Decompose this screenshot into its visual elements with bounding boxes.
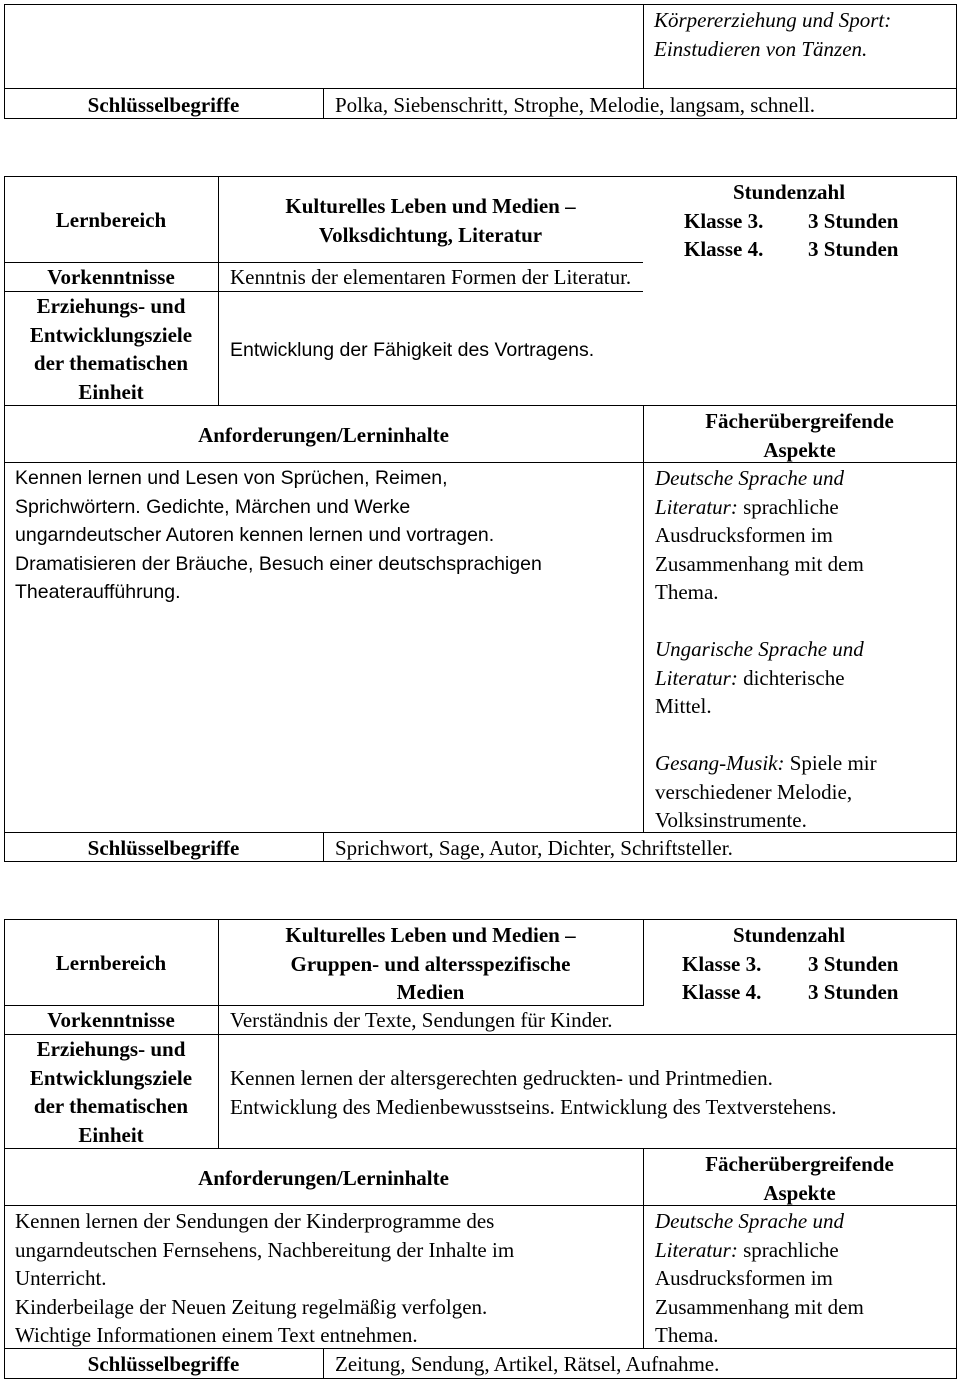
faecher-line: Zusammenhang mit dem: [655, 1294, 864, 1319]
faecher-line: Volksinstrumente.: [655, 808, 807, 832]
anforderungen-text: [15, 1207, 514, 1350]
faecher-label-line: Aspekte: [763, 437, 836, 462]
topic-line: Kulturelles Leben und Medien –: [285, 923, 576, 947]
ziele-label-line: Einheit: [78, 1122, 144, 1147]
anforderungen-line: Wichtige Informationen einem Text entnehmen.: [15, 1323, 418, 1347]
ziele-label: [4, 1035, 218, 1149]
keywords-value: Polka, Siebenschritt, Strophe, Melodie, langsam, schnell.: [335, 93, 816, 117]
anforderungen-line: ungarndeutscher Autoren kennen lernen und vortragen.: [15, 524, 495, 546]
vorkenntnisse-label: Vorkenntnisse: [47, 1008, 175, 1032]
ziele-label-line: der thematischen: [33, 1094, 189, 1118]
faecher-label-line: Fächerübergreifende: [705, 409, 894, 433]
anforderungen-label: Anforderungen/Lerninhalte: [198, 423, 449, 447]
ziele-label: [4, 292, 218, 406]
faecher-subject: Literatur:: [655, 1237, 738, 1262]
klasse3-label: Klasse 3.: [684, 208, 764, 233]
ziele-label-line: Einheit: [78, 379, 144, 404]
topic-line: Medien: [396, 980, 465, 1004]
faecher-line: Thema.: [655, 1323, 719, 1347]
ziele-label-line: Erziehungs- und: [36, 1037, 186, 1061]
faecher-label: [643, 1150, 956, 1207]
anforderungen-line: ungarndeutschen Fernsehens, Nachbereitung der Inhalte im: [15, 1237, 515, 1262]
faecher-line: Zusammenhang mit dem: [655, 551, 864, 576]
faecher-line: Ausdrucksformen im: [655, 523, 833, 547]
faecher-text: [655, 464, 877, 835]
faecher-line: Thema.: [655, 580, 719, 604]
vorkenntnisse-label: Vorkenntnisse: [47, 265, 175, 289]
stundenzahl-label: Stundenzahl: [733, 180, 846, 204]
faecher-line: sprachliche: [737, 494, 839, 519]
faecher-label: [643, 407, 956, 464]
ziele-label-line: Erziehungs- und: [36, 294, 186, 318]
keywords-label: Schlüsselbegriffe: [87, 1352, 240, 1376]
faecher-line: sprachliche: [737, 1237, 839, 1262]
anforderungen-line: Kinderbeilage der Neuen Zeitung regelmäßig verfolgen.: [15, 1294, 488, 1319]
klasse3-hours: 3 Stunden: [808, 208, 899, 233]
stundenzahl-block: [670, 178, 960, 264]
topic-line: Volksdichtung, Literatur: [318, 222, 543, 247]
faecher-subject: Ungarische Sprache und: [655, 637, 864, 661]
topic-line: Kulturelles Leben und Medien –: [285, 194, 576, 218]
keywords-value: Sprichwort, Sage, Autor, Dichter, Schriftsteller.: [335, 836, 733, 860]
faecher-line: Ausdrucksformen im: [655, 1266, 833, 1290]
ziele-value: Entwicklung der Fähigkeit des Vortragens.: [230, 339, 595, 361]
faecher-subject: Deutsche Sprache und: [655, 1209, 844, 1233]
anforderungen-label: Anforderungen/Lerninhalte: [198, 1166, 449, 1190]
lernbereich-label: Lernbereich: [55, 951, 167, 975]
faecher-label-line: Aspekte: [763, 1180, 836, 1205]
faecher-line: Spiele mir: [784, 751, 877, 775]
vorkenntnisse-value: Verständnis der Texte, Sendungen für Kinder.: [230, 1008, 613, 1032]
anforderungen-line: Unterricht.: [15, 1266, 107, 1290]
anforderungen-line: Theateraufführung.: [15, 581, 181, 603]
faecher-line: Mittel.: [655, 694, 712, 718]
faecher-subject: Gesang-Musik:: [655, 751, 785, 775]
topic-line: Gruppen- und altersspezifische: [290, 951, 571, 976]
anforderungen-line: Sprichwörtern. Gedichte, Märchen und Werke: [15, 495, 411, 518]
keywords-value: Zeitung, Sendung, Artikel, Rätsel, Aufnahme.: [335, 1352, 720, 1376]
faecher-subject: Literatur:: [655, 494, 738, 519]
ziele-value: [230, 1064, 836, 1121]
anforderungen-line: Kennen lernen und Lesen von Sprüchen, Reimen,: [15, 467, 448, 489]
faecher-subject: Literatur:: [655, 665, 738, 690]
ziele-line: Kennen lernen der altersgerechten gedruckten- und Printmedien.: [230, 1066, 773, 1090]
ziele-label-line: Entwicklungsziele: [29, 322, 193, 347]
ziele-label-line: der thematischen: [33, 351, 189, 375]
cross-text-line: Einstudieren von Tänzen.: [654, 36, 868, 61]
klasse4-hours: 3 Stunden: [808, 237, 899, 261]
cross-text-line: Körpererziehung und Sport:: [654, 8, 892, 32]
topic-title: [218, 192, 643, 249]
anforderungen-text: [15, 464, 542, 607]
faecher-subject: Deutsche Sprache und: [655, 466, 844, 490]
faecher-line: dichterische: [737, 665, 845, 690]
topic-title: [218, 921, 643, 1007]
klasse4-hours: 3 Stunden: [808, 980, 899, 1004]
faecher-line: verschiedener Melodie,: [655, 779, 853, 804]
ziele-line: Entwicklung des Medienbewusstseins. Entwicklung des Textverstehens.: [230, 1094, 837, 1119]
anforderungen-line: Dramatisieren der Bräuche, Besuch einer deutschsprachigen: [15, 552, 542, 575]
ziele-label-line: Entwicklungsziele: [29, 1065, 193, 1090]
stundenzahl-label: Stundenzahl: [733, 923, 846, 947]
klasse4-label: Klasse 4.: [682, 980, 762, 1004]
keywords-label: Schlüsselbegriffe: [87, 836, 240, 860]
vorkenntnisse-value: Kenntnis der elementaren Formen der Literatur.: [230, 265, 632, 289]
lernbereich-label: Lernbereich: [55, 208, 167, 232]
klasse3-hours: 3 Stunden: [808, 951, 899, 976]
anforderungen-line: Kennen lernen der Sendungen der Kinderprogramme des: [15, 1209, 495, 1233]
klasse3-label: Klasse 3.: [682, 951, 762, 976]
cross-curricular-text: [654, 6, 891, 63]
stundenzahl-block: [670, 921, 960, 1007]
faecher-text: [655, 1207, 864, 1350]
klasse4-label: Klasse 4.: [684, 237, 764, 261]
faecher-label-line: Fächerübergreifende: [705, 1152, 894, 1176]
keywords-label: Schlüsselbegriffe: [87, 93, 240, 117]
